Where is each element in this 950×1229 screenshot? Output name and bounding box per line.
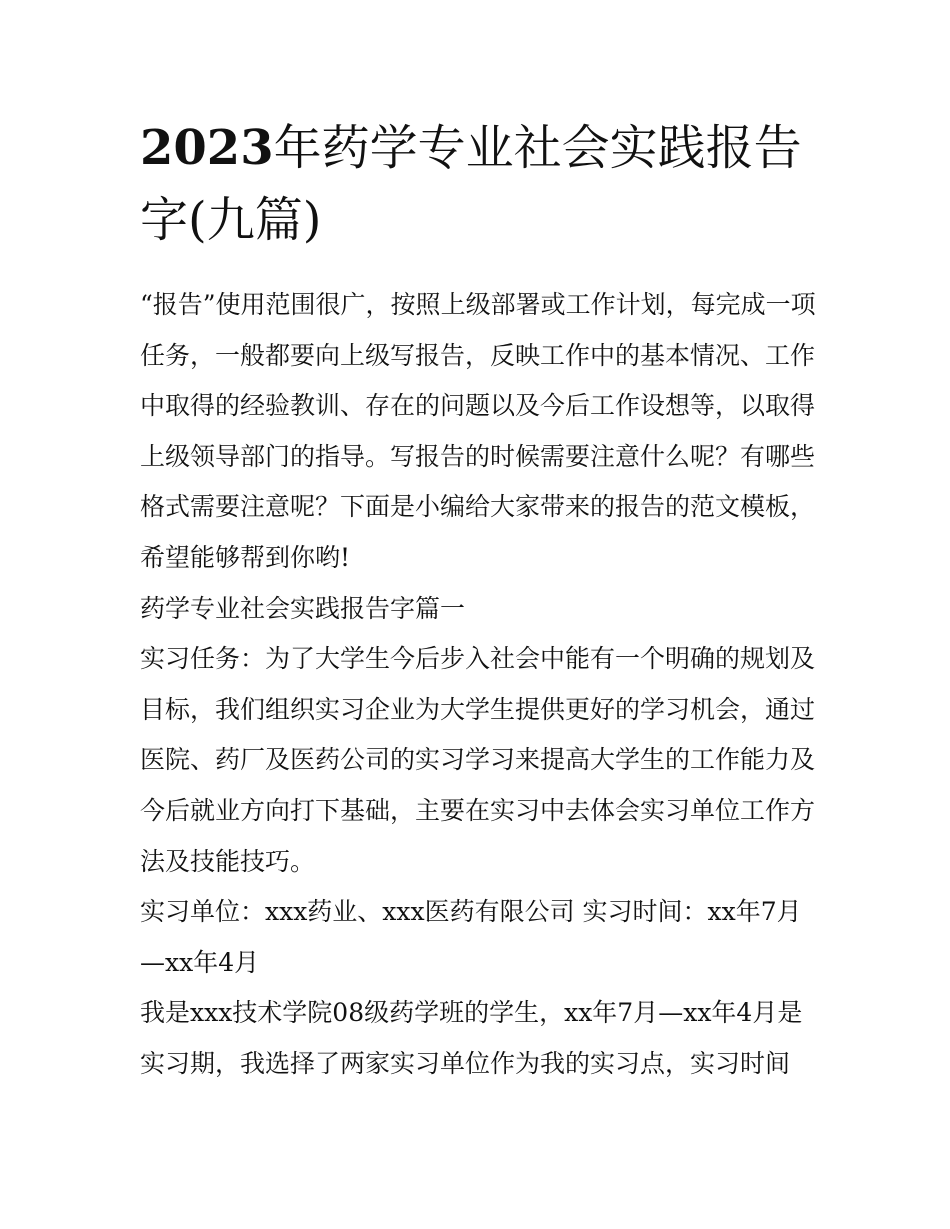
intro-student-paragraph: 我是xxx技术学院08级药学班的学生，xx年7月—xx年4月是实习期，我选择了两家实习单位作为我的实习点，实习时间 — [140, 998, 803, 1078]
title-year: 2023 — [140, 120, 274, 176]
unit-paragraph: 实习单位：xxx药业、xxx医药有限公司 实习时间：xx年7月—xx年4月 — [140, 897, 802, 977]
task-paragraph: 实习任务：为了大学生今后步入社会中能有一个明确的规划及目标，我们组织实习企业为大学生提供更好的学习机会，通过医院、药厂及医药公司的实习学习来提高大学生的工作能力及今后就业方向打下基础，主要在实习中去体会实习单位工作方法及技能技巧。 — [140, 644, 816, 876]
document-body — [140, 280, 820, 1090]
intro-paragraph: “报告”使用范围很广，按照上级部署或工作计划，每完成一项任务，一般都要向上级写报告，反映工作中的基本情况、工作中取得的经验教训、存在的问题以及今后工作设想等，以取得上级领导部门的指导。写报告的时候需要注意什么呢？有哪些格式需要注意呢？下面是小编给大家带来的报告的范文模板，希望能够帮到你哟! — [140, 290, 816, 572]
section-heading: 药学专业社会实践报告字篇一 — [140, 593, 466, 623]
document-title — [140, 112, 820, 256]
title-text: 年药学专业社会实践报告字(九篇) — [140, 120, 802, 248]
